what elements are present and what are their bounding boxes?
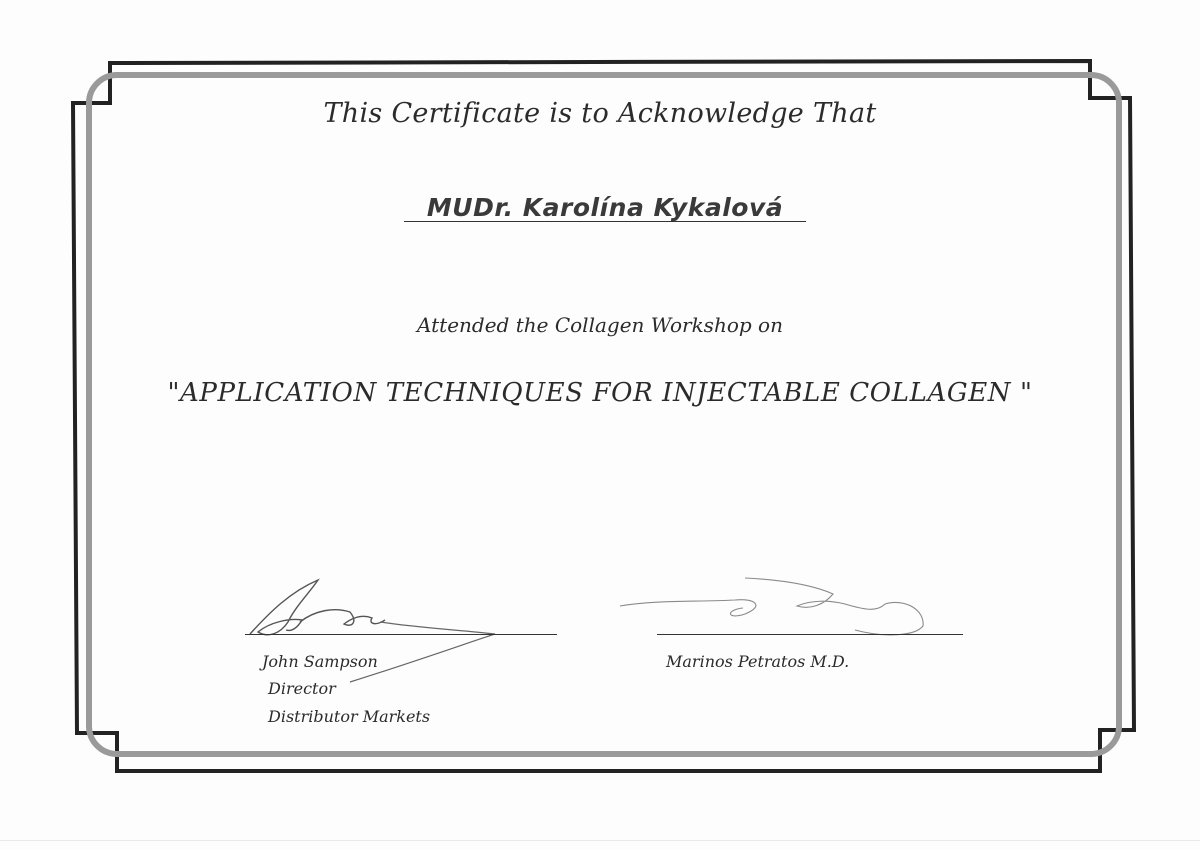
recipient-underline bbox=[404, 221, 806, 222]
signatory-department-left: Distributor Markets bbox=[268, 707, 431, 726]
workshop-title: "APPLICATION TECHNIQUES FOR INJECTABLE COLLAGEN " bbox=[167, 378, 1033, 408]
outer-frame bbox=[73, 61, 1134, 771]
attended-text: Attended the Collagen Workshop on bbox=[417, 313, 783, 337]
signature-john-sampson bbox=[240, 572, 510, 692]
signatory-name-left: John Sampson bbox=[262, 652, 378, 671]
signature-line-left bbox=[245, 634, 557, 635]
certificate-heading: This Certificate is to Acknowledge That bbox=[323, 98, 877, 129]
recipient-name: MUDr. Karolína Kykalová bbox=[426, 193, 784, 222]
signature-line-right bbox=[657, 634, 963, 635]
signatory-title-left: Director bbox=[268, 679, 336, 698]
signature-marinos-petratos bbox=[615, 570, 935, 650]
scan-edge bbox=[0, 840, 1200, 841]
signatory-name-right: Marinos Petratos M.D. bbox=[666, 652, 850, 671]
